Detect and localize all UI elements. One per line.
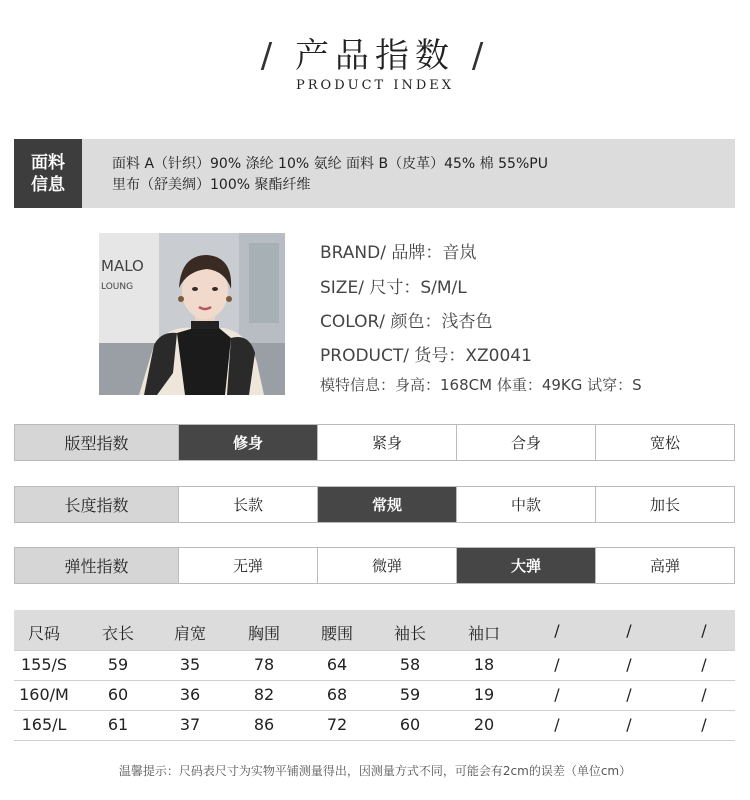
size-table-header-cell: / <box>701 621 707 640</box>
size-table-cell: 60 <box>107 685 129 704</box>
size-table-cell: 78 <box>253 655 275 674</box>
fit-option-regular: 合身 <box>456 425 595 460</box>
size-table-header-cell: 肩宽 <box>173 624 206 643</box>
size-table-cell: 68 <box>326 685 348 704</box>
fabric-label-line1: 面料 <box>31 152 65 173</box>
fabric-label-line2: 信息 <box>31 174 65 195</box>
model-info: 模特信息：身高：168CM 体重：49KG 试穿：S <box>320 376 642 394</box>
size-table-header-cell: 胸围 <box>247 624 280 643</box>
product-code-info: PRODUCT/ 货号：XZ0041 <box>320 346 532 366</box>
size-table-cell: 86 <box>253 715 275 734</box>
stretch-option-super: 高弹 <box>595 548 734 583</box>
measurement-note: 温馨提示：尺码表尺寸为实物平铺测量得出，因测量方式不同，可能会有2cm的误差（单位cm） <box>118 764 632 778</box>
size-table-cell: 58 <box>399 655 421 674</box>
color-info: COLOR/ 颜色：浅杏色 <box>320 312 493 332</box>
size-table-row-divider <box>14 710 735 711</box>
stretch-index-row <box>14 547 735 584</box>
photo-sign-text-top: MALO <box>101 257 144 275</box>
size-table-header-cell: 袖长 <box>393 624 426 643</box>
size-table-cell: 72 <box>326 715 348 734</box>
size-table-cell: 37 <box>179 715 201 734</box>
size-table-cell: / <box>554 655 560 674</box>
length-option-extra-long: 加长 <box>595 487 734 522</box>
size-table-cell: / <box>554 715 560 734</box>
fabric-info-label <box>14 139 82 208</box>
stretch-option-high: 大弹 <box>456 548 595 583</box>
page-subtitle: PRODUCT INDEX <box>296 78 454 93</box>
length-index-row <box>14 486 735 523</box>
size-table-cell: / <box>701 685 707 704</box>
length-index-label: 长度指数 <box>15 487 178 522</box>
length-option-long: 长款 <box>178 487 317 522</box>
brand-info: BRAND/ 品牌：音岚 <box>320 243 477 263</box>
size-table-header-cell: 尺码 <box>27 624 60 643</box>
fit-index-label: 版型指数 <box>15 425 178 460</box>
size-table-cell: 19 <box>473 685 495 704</box>
size-table-cell: 59 <box>399 685 421 704</box>
size-table-row-divider <box>14 680 735 681</box>
title-slash-right: / <box>471 36 490 76</box>
size-table-row-divider <box>14 740 735 741</box>
size-table-header-cell: 袖口 <box>467 624 500 643</box>
stretch-option-slight: 微弹 <box>317 548 456 583</box>
size-table-cell: 82 <box>253 685 275 704</box>
size-table-cell: 59 <box>107 655 129 674</box>
size-table-cell: 18 <box>473 655 495 674</box>
size-table-cell: / <box>626 685 632 704</box>
size-table-cell: / <box>626 715 632 734</box>
size-table-cell: 165/L <box>21 715 67 734</box>
size-table-cell: / <box>626 655 632 674</box>
stretch-option-none: 无弹 <box>178 548 317 583</box>
size-table-cell: 20 <box>473 715 495 734</box>
title-slash-left: / <box>260 36 279 76</box>
length-option-medium: 中款 <box>456 487 595 522</box>
stretch-index-label: 弹性指数 <box>15 548 178 583</box>
size-table-cell: 64 <box>326 655 348 674</box>
size-table-cell: 160/M <box>19 685 69 704</box>
size-table-cell: 35 <box>179 655 201 674</box>
size-table-cell: 155/S <box>20 655 68 674</box>
fit-index-row <box>14 424 735 461</box>
size-table-header-cell: 腰围 <box>320 624 353 643</box>
size-table-header-cell: / <box>626 621 632 640</box>
size-table-cell: / <box>701 715 707 734</box>
size-table-cell: 36 <box>179 685 201 704</box>
length-option-standard: 常规 <box>317 487 456 522</box>
size-table-cell: 61 <box>107 715 129 734</box>
fit-option-slim: 修身 <box>178 425 317 460</box>
page-title <box>0 28 750 77</box>
size-table-cell: / <box>554 685 560 704</box>
size-table-cell: / <box>701 655 707 674</box>
title-text: 产品指数 <box>295 36 455 76</box>
size-info: SIZE/ 尺寸：S/M/L <box>320 278 467 298</box>
fabric-composition-line2: 里布（舒美绸）100% 聚酯纤维 <box>112 177 311 193</box>
size-table-row-divider <box>14 650 735 651</box>
fabric-composition-line1: 面料 A（针织）90% 涤纶 10% 氨纶 面料 B（皮革）45% 棉 55%PU <box>112 156 548 172</box>
size-table-cell: 60 <box>399 715 421 734</box>
product-photo <box>99 233 285 395</box>
photo-sign-text-bottom: LOUNG <box>101 282 134 292</box>
size-table-header-cell: / <box>554 621 560 640</box>
size-table-header-cell: 衣长 <box>101 624 134 643</box>
fit-option-tight: 紧身 <box>317 425 456 460</box>
fit-option-loose: 宽松 <box>595 425 734 460</box>
